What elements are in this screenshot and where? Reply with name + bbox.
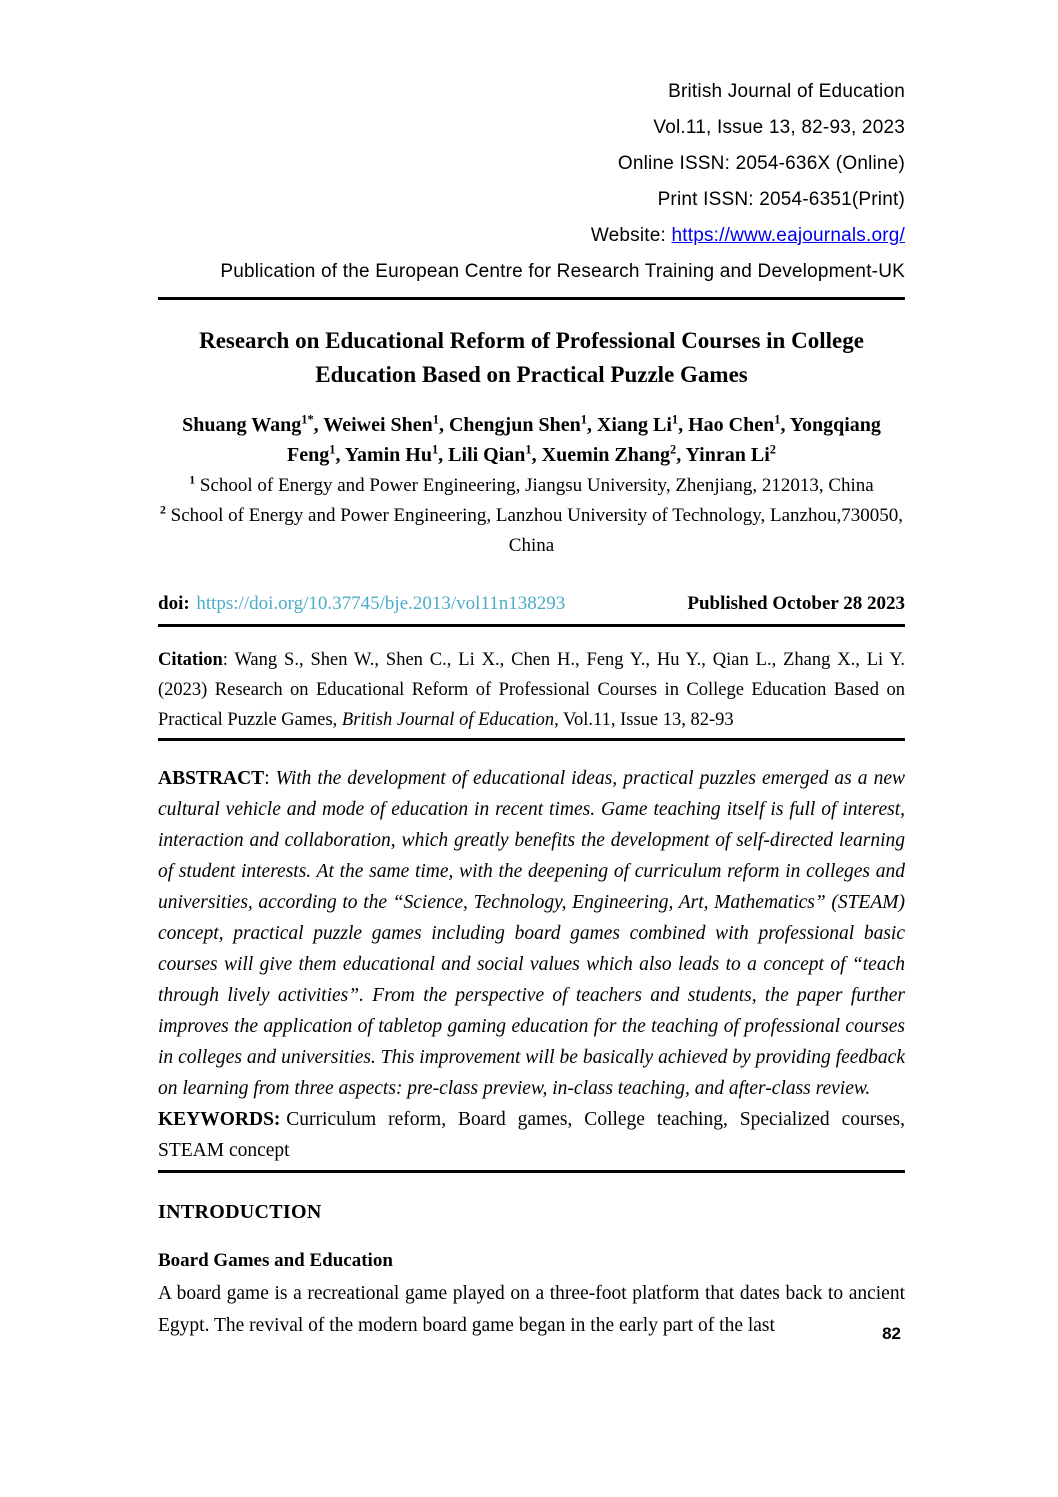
- abstract-label: ABSTRACT: [158, 768, 265, 789]
- author-name: Xuemin Zhang$^2$,: [541, 442, 686, 466]
- author-name: Xiang Li$^1$,: [596, 412, 689, 436]
- keywords-divider: [158, 1170, 905, 1173]
- citation-block: [158, 645, 905, 735]
- authors-line: [158, 410, 905, 470]
- author-name: Yongqiang Feng$^1$,: [287, 414, 881, 466]
- keywords-text: Curriculum reform, Board games, College teaching, Specialized courses, STEAM concept: [158, 1109, 905, 1161]
- author-name: Yinran Li$^2$: [685, 442, 776, 466]
- doi-label: doi:: [158, 593, 190, 614]
- author-name: Weiwei Shen$^1$,: [323, 412, 449, 436]
- citation-divider: [158, 738, 905, 741]
- online-issn: Online ISSN: 2054-636X (Online): [617, 153, 905, 174]
- publisher-line: Publication of the European Centre for Research Training and Development-UK: [220, 261, 905, 282]
- citation-text-before: : Wang S., Shen W., Shen C., Li X., Chen H., Feng Y., Hu Y., Qian L., Zhang X., Li Y. (2023) Research on Educational Reform of Professional Courses in College Education Based on Practical Puzzle Games,: [158, 650, 905, 730]
- citation-label: Citation: [158, 650, 223, 670]
- keywords-label: KEYWORDS:: [158, 1109, 281, 1130]
- journal-header: [158, 74, 905, 290]
- paper-title: Research on Educational Reform of Professional Courses in College Education Based on Practical Puzzle Games: [199, 328, 864, 387]
- introduction-heading: INTRODUCTION: [158, 1201, 322, 1223]
- citation-journal-name: British Journal of Education: [341, 710, 555, 730]
- doi-row: [158, 591, 905, 617]
- affiliation-line: $^2$ School of Energy and Power Engineering, Lanzhou University of Technology, Lanzhou,730050, China: [160, 503, 903, 556]
- website-line: [158, 218, 905, 254]
- keywords-block: [158, 1104, 905, 1166]
- author-name: Lili Qian$^1$,: [448, 442, 542, 466]
- abstract-text: With the development of educational ideas, practical puzzles emerged as a new cultural vehicle and mode of education in recent times. Game teaching itself is full of interest, interaction and collaboration, which greatly benefits the development of self-directed learning of student interests. At the same time, with the deepening of curriculum reform in colleges and universities, according to the “Science, Technology, Engineering, Art, Mathematics” (STEAM) concept, practical puzzle games including board games combined with professional basic courses will give them educational and social values which also leads to a concept of “teach through lively activities”. From the perspective of teachers and students, the paper further improves the application of tabletop gaming education for the teaching of professional courses in colleges and universities. This improvement will be basically achieved by providing feedback on learning from three aspects: pre-class preview, in-class teaching, and after-class review.: [158, 768, 905, 1099]
- citation-text-after: , Vol.11, Issue 13, 82-93: [554, 710, 734, 730]
- author-name: Shuang Wang$^{1*}$,: [182, 412, 324, 436]
- website-label: Website:: [590, 225, 666, 246]
- body-paragraph: A board game is a recreational game played on a three-foot platform that dates back to ancient Egypt. The revival of the modern board game began in the early part of the last: [158, 1283, 905, 1336]
- doi-link[interactable]: https://doi.org/10.37745/bje.2013/vol11n138293: [196, 593, 566, 614]
- author-name: Chengjun Shen$^1$,: [448, 412, 597, 436]
- author-name: Hao Chen$^1$,: [688, 412, 790, 436]
- abstract-separator: :: [264, 768, 276, 789]
- author-name: Yamin Hu$^1$,: [344, 442, 449, 466]
- abstract-block: [158, 763, 905, 1104]
- website-link[interactable]: https://www.eajournals.org/: [671, 225, 905, 246]
- journal-name: British Journal of Education: [668, 81, 905, 102]
- header-divider: [158, 297, 905, 300]
- print-issn: Print ISSN: 2054-6351(Print): [657, 189, 905, 210]
- affiliations: [158, 471, 905, 561]
- volume-issue-line: Vol.11, Issue 13, 82-93, 2023: [653, 117, 905, 138]
- doi-divider: [158, 624, 905, 627]
- page-number: 82: [882, 1324, 901, 1343]
- affiliation-line: $^1$ School of Energy and Power Engineering, Jiangsu University, Zhenjiang, 212013, China: [189, 473, 874, 496]
- published-date: Published October 28 2023: [687, 593, 905, 614]
- doi-left: [158, 591, 565, 617]
- board-games-subheading: Board Games and Education: [158, 1250, 393, 1271]
